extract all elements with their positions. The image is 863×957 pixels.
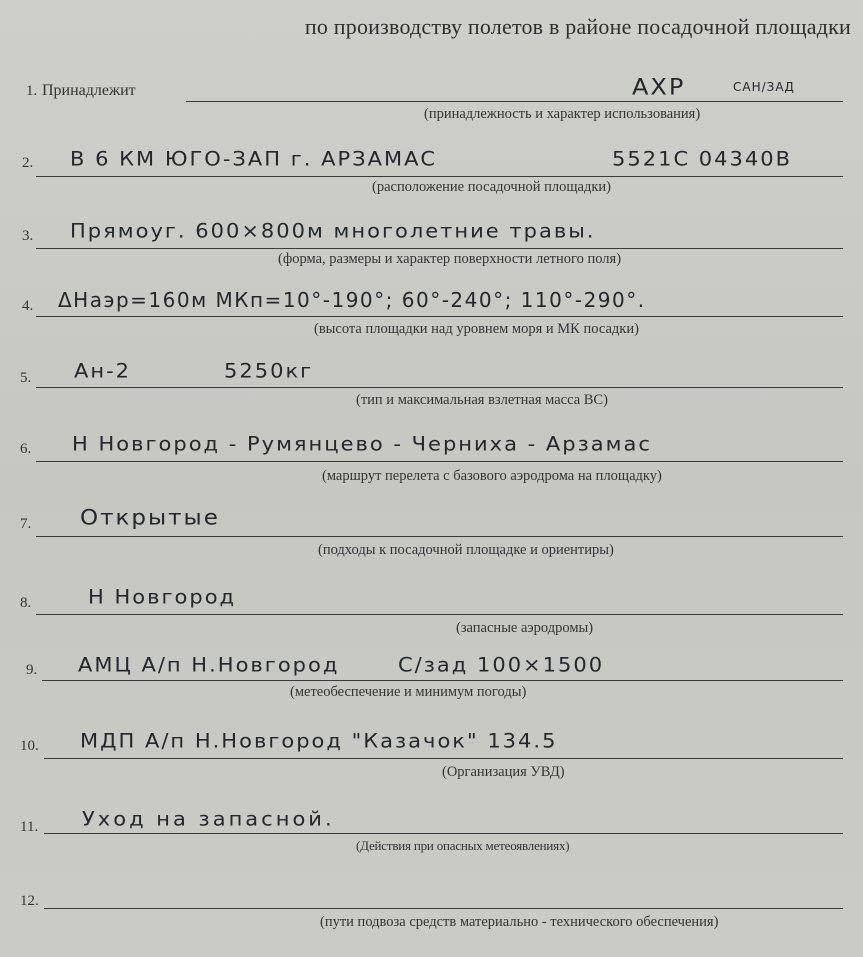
- aircraft-caption: (тип и максимальная взлетная масса ВС): [356, 392, 608, 408]
- supply-caption: (пути подвоза средств материально - технического обеспечения): [320, 914, 719, 930]
- approaches-line: [36, 536, 843, 537]
- route-value: Н Новгород - Румянцево - Черниха - Арзамас: [72, 432, 652, 455]
- page-title: по производству полетов в районе посадочной площадки: [304, 14, 851, 39]
- row-number: 9.: [26, 662, 38, 678]
- row-number: 1.: [26, 83, 38, 99]
- row-number: 10.: [20, 738, 39, 754]
- owner-caption: (принадлежность и характер использования): [424, 106, 701, 122]
- owner-label: Принадлежит: [42, 82, 136, 99]
- atc-value: МДП А/п Н.Новгород "Казачок" 134.5: [80, 729, 558, 752]
- atc-caption: (Организация УВД): [442, 764, 565, 780]
- location-line: [36, 176, 843, 177]
- field-value: Прямоуг. 600×800м многолетние травы.: [70, 219, 596, 242]
- owner-value-suffix: САН/ЗАД: [733, 80, 795, 94]
- field-line: [36, 248, 843, 249]
- elevation-line: [36, 316, 843, 317]
- approaches-caption: (подходы к посадочной площадке и ориентиры): [318, 542, 614, 558]
- aircraft-type: Ан-2: [74, 359, 132, 382]
- hazard-value: Уход на запасной.: [82, 807, 335, 830]
- row-number: 5.: [20, 370, 32, 386]
- hazard-line: [44, 833, 843, 834]
- location-value: В 6 КМ ЮГО-ЗАП г. АРЗАМАС: [70, 147, 438, 170]
- hazard-caption: (Действия при опасных метеоявлениях): [356, 838, 570, 853]
- meteo-line: [42, 680, 843, 681]
- atc-line: [44, 758, 843, 759]
- route-line: [36, 461, 843, 462]
- aircraft-mass: 5250кг: [224, 359, 314, 382]
- elevation-caption: (высота площадки над уровнем моря и МК посадки): [314, 321, 639, 337]
- meteo-caption: (метеобеспечение и минимум погоды): [290, 684, 527, 700]
- row-number: 3.: [22, 228, 34, 244]
- location-caption: (расположение посадочной площадки): [372, 179, 611, 195]
- alternates-caption: (запасные аэродромы): [456, 620, 594, 636]
- meteo-value: АМЦ А/п Н.Новгород: [78, 653, 340, 676]
- meteo-minimum: С/зад 100×1500: [398, 653, 605, 676]
- approaches-value: Открытые: [80, 506, 220, 530]
- alternates-line: [36, 614, 843, 615]
- row-number: 11.: [20, 819, 39, 835]
- owner-value: АХР: [632, 74, 686, 100]
- row-number: 6.: [20, 441, 32, 457]
- field-caption: (форма, размеры и характер поверхности летного поля): [278, 251, 622, 267]
- row-number: 4.: [22, 298, 34, 314]
- row-number: 2.: [22, 155, 34, 171]
- supply-line: [44, 908, 843, 909]
- location-coordinates: 5521С 04340В: [612, 147, 792, 170]
- owner-line: [186, 101, 843, 102]
- aircraft-line: [36, 387, 843, 388]
- row-number: 12.: [20, 893, 39, 909]
- route-caption: (маршрут перелета с базового аэродрома на площадку): [322, 468, 662, 484]
- row-number: 7.: [20, 516, 32, 532]
- elevation-value: ΔHаэр=160м МКп=10°-190°; 60°-240°; 110°-290°.: [58, 288, 646, 312]
- row-number: 8.: [20, 595, 32, 611]
- alternates-value: Н Новгород: [88, 585, 237, 608]
